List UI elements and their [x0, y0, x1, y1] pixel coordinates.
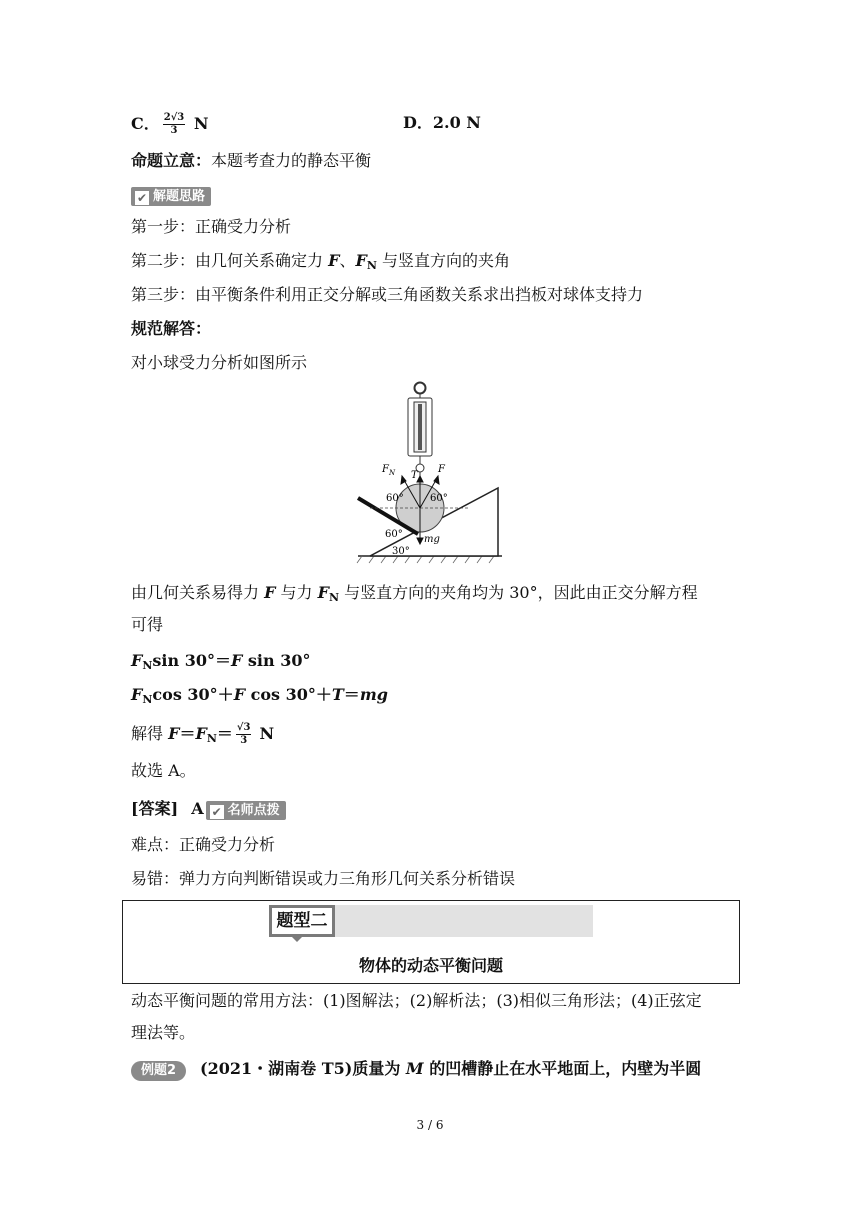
option-c-numerator: 2√3 [163, 112, 185, 123]
eq2-FN: F [131, 685, 143, 704]
geo-line-2: 可得 [131, 615, 164, 634]
option-d [403, 112, 481, 134]
solve-unit: N [259, 724, 275, 743]
option-d-label: D． [403, 113, 433, 132]
type2-label: 题型二 [269, 905, 335, 937]
eq1-F: F [230, 651, 243, 670]
methods-line-2: 理法等。 [131, 1023, 196, 1042]
step-3: 第三步：由平衡条件利用正交分解或三角函数关系求出挡板对球体支持力 [131, 285, 644, 304]
option-c-label: C． [131, 114, 160, 133]
type2-title: 物体的动态平衡问题 [358, 956, 503, 975]
step-2-FN-sub: N [366, 259, 377, 272]
force-diagram [340, 380, 520, 568]
equation-1 [131, 650, 310, 677]
label-T: T [411, 470, 418, 481]
type2-bar [335, 905, 593, 937]
example-M: M [405, 1059, 424, 1078]
approach-badge-label: 解题思路 [153, 189, 206, 204]
option-c-unit: N [193, 114, 209, 133]
option-d-value: 2.0 N [432, 113, 481, 132]
intent-label: 命题立意： [131, 151, 212, 170]
intent-text: 本题考查力的静态平衡 [211, 151, 372, 170]
geo-p1: 由几何关系易得力 [131, 583, 265, 602]
solve-fraction [236, 722, 252, 747]
answer-line [131, 798, 286, 820]
step-2-F: F [328, 251, 340, 270]
step-2-sep: 、 [339, 251, 356, 270]
geo-F: F [264, 583, 276, 602]
eq1-rest2: sin 30° [242, 651, 311, 670]
label-30: 30° [392, 546, 410, 557]
eq2-mg: mg [359, 685, 388, 704]
eq2-T: T [331, 685, 344, 704]
type2-arrow-icon [289, 934, 305, 942]
geo-p2: 与力 [275, 583, 318, 602]
mistake-line: 易错：弹力方向判断错误或力三角形几何关系分析错误 [131, 869, 516, 888]
label-mg: mg [424, 534, 440, 545]
label-60-left: 60° [386, 493, 404, 504]
label-60-bottom: 60° [385, 529, 403, 540]
page-number: 3 / 6 [416, 1118, 444, 1132]
ground-hatching [357, 556, 494, 563]
solve-eq2: ＝ [216, 724, 233, 743]
eq1-FN: F [131, 651, 143, 670]
example-line [131, 1058, 701, 1081]
eq2-rest2: cos 30°＋ [245, 685, 332, 704]
answer-label: [答案] [131, 799, 179, 818]
step-1: 第一步：正确受力分析 [131, 217, 292, 236]
geo-FN: F [317, 583, 329, 602]
methods-line-1: 动态平衡问题的常用方法：(1)图解法；(2)解析法；(3)相似三角形法；(4)正弦定 [131, 991, 702, 1010]
label-F: F [438, 464, 445, 475]
analysis-line: 对小球受力分析如图所示 [131, 353, 308, 372]
option-c [131, 112, 208, 137]
solve-FN-sub: N [206, 732, 217, 745]
answer-value: A [191, 799, 204, 818]
difficulty-line: 难点：正确受力分析 [131, 835, 276, 854]
check-icon: ✔ [211, 805, 222, 819]
equation-2 [131, 684, 388, 711]
solve-denominator: 3 [240, 735, 248, 746]
solve-line [131, 722, 274, 750]
solve-eq1: ＝ [179, 724, 196, 743]
label-60-right: 60° [430, 493, 448, 504]
step-2-prefix: 第二步：由几何关系确定力 [131, 251, 329, 270]
standard-label: 规范解答： [131, 319, 212, 338]
solve-prefix: 解得 [131, 724, 169, 743]
spring-scale [408, 383, 432, 473]
eq2-FN-sub: N [142, 693, 153, 706]
teacher-tip-label: 名师点拨 [227, 803, 280, 818]
step-2-suffix: 与竖直方向的夹角 [376, 251, 510, 270]
step-2 [131, 250, 510, 277]
example-p1: (2021・湖南卷 T5)质量为 [200, 1059, 406, 1078]
choose-line: 故选 A。 [131, 761, 196, 780]
solve-FN: F [195, 724, 207, 743]
type2-box [122, 900, 740, 984]
eq1-rest1: sin 30°＝ [152, 651, 231, 670]
check-icon: ✔ [136, 191, 148, 205]
geo-p3: 与竖直方向的夹角均为 30°，因此由正交分解方程 [339, 583, 698, 602]
example-badge: 例题2 [131, 1061, 186, 1081]
step-2-FN: F [355, 251, 367, 270]
teacher-tip-badge [206, 801, 286, 820]
intent-line [131, 150, 371, 172]
option-c-denominator: 3 [170, 125, 178, 136]
eq2-eq: ＝ [343, 685, 360, 704]
approach-badge-row [131, 184, 211, 206]
eq2-rest1: cos 30°＋ [152, 685, 234, 704]
solve-numerator: √3 [236, 722, 251, 733]
label-FN: $F_N$ [382, 464, 396, 477]
geo-FN-sub: N [329, 591, 340, 604]
example-p2: 的凹槽静止在水平地面上，内壁为半圆 [423, 1059, 702, 1078]
approach-badge [131, 187, 211, 206]
option-c-fraction [163, 112, 186, 137]
geo-line-1 [131, 582, 698, 609]
eq1-FN-sub: N [142, 659, 153, 672]
solve-F: F [168, 724, 180, 743]
eq2-F: F [233, 685, 246, 704]
